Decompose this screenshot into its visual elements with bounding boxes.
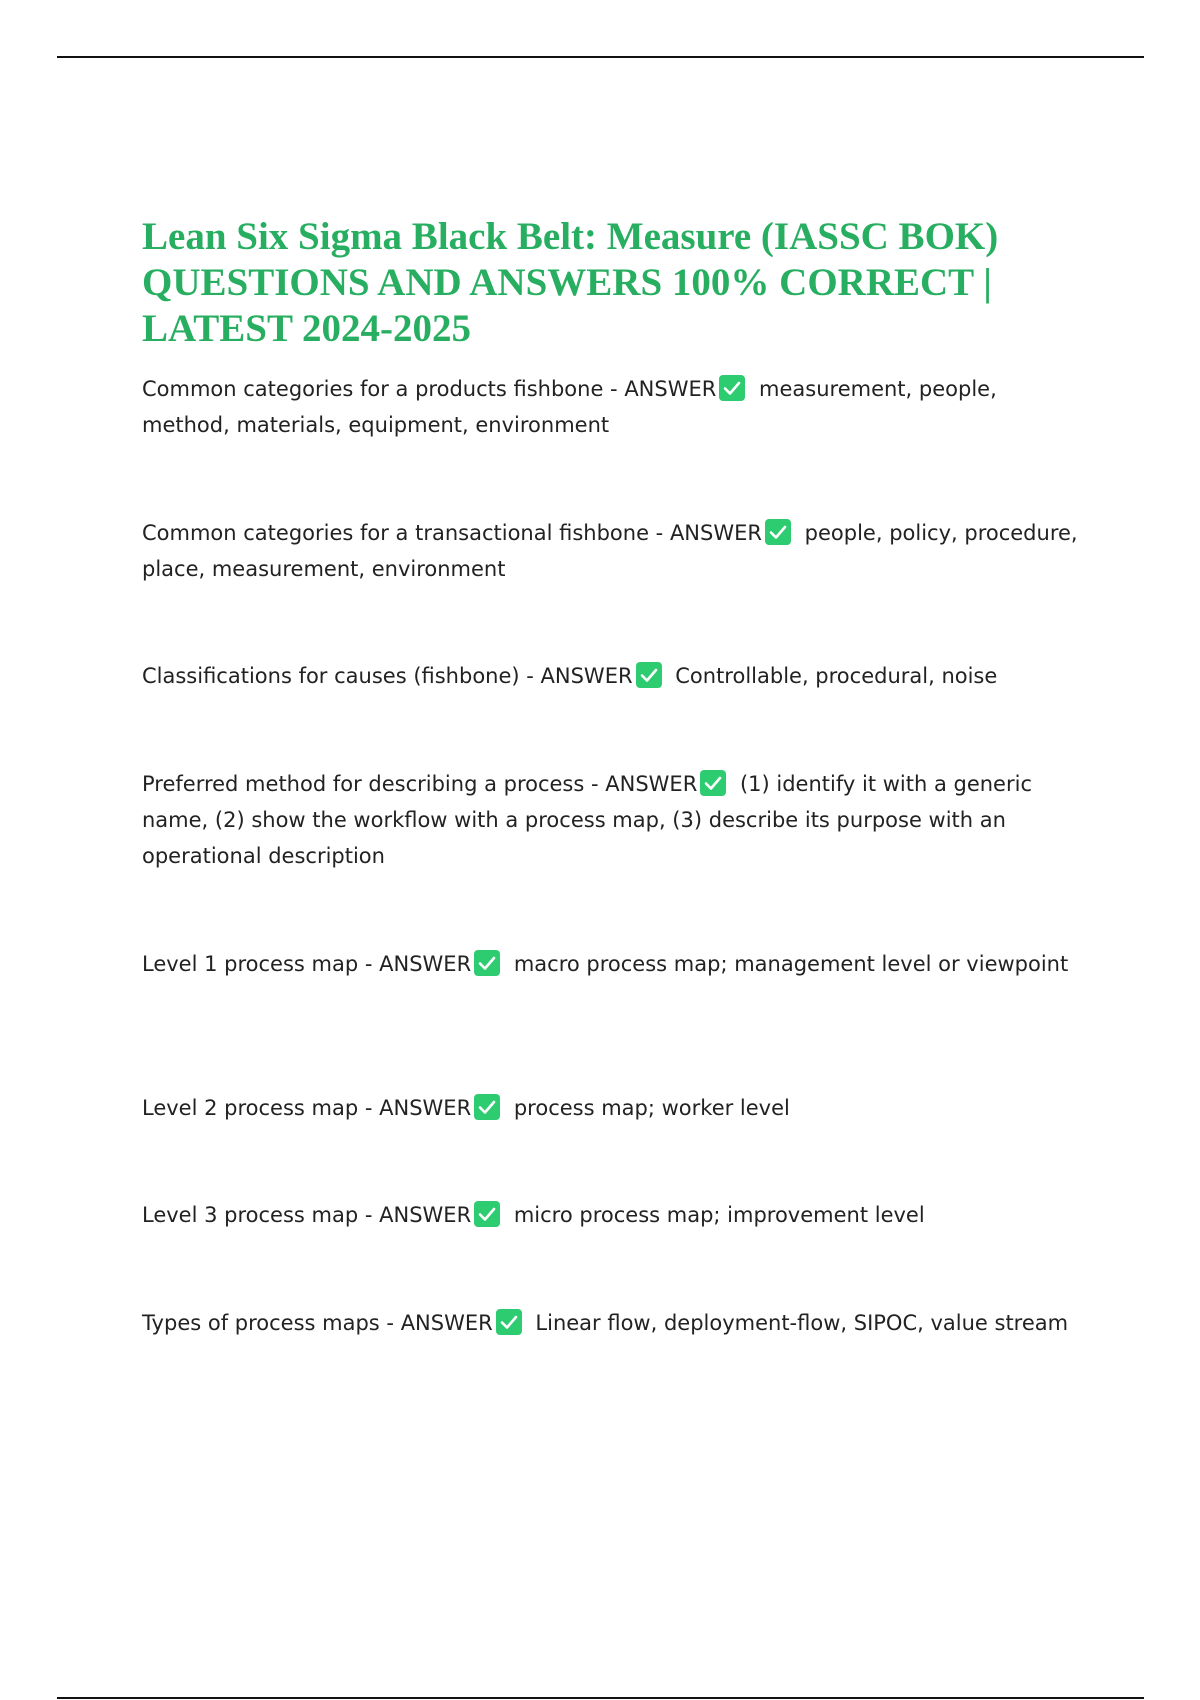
question-text: Types of process maps bbox=[142, 1311, 380, 1335]
qa-item: Preferred method for describing a process - ANSWER (1) identify it with a generic name, (2) show the workflow with a process map, (3) describe its purpose with an operational description bbox=[142, 772, 1032, 868]
question-text: Common categories for a products fishbone bbox=[142, 377, 604, 401]
green-checkmark-icon bbox=[474, 1201, 500, 1227]
green-checkmark-icon bbox=[636, 662, 662, 688]
answer-marker: ANSWER bbox=[379, 952, 472, 976]
question-text: Level 3 process map bbox=[142, 1203, 359, 1227]
qa-item: Level 2 process map - ANSWER process map; worker level bbox=[142, 1096, 790, 1120]
answer-marker: ANSWER bbox=[669, 521, 762, 545]
answer-marker: ANSWER bbox=[624, 377, 717, 401]
answer-text: macro process map; management level or viewpoint bbox=[513, 952, 1069, 976]
green-checkmark-icon bbox=[496, 1309, 522, 1335]
answer-text: people, policy, procedure, place, measurement, environment bbox=[142, 521, 1078, 581]
green-checkmark-icon bbox=[765, 519, 791, 545]
green-checkmark-icon bbox=[700, 770, 726, 796]
question-text: Level 1 process map bbox=[142, 952, 359, 976]
answer-marker: ANSWER bbox=[540, 664, 633, 688]
answer-text: Linear flow, deployment-flow, SIPOC, value stream bbox=[535, 1311, 1069, 1335]
question-text: Preferred method for describing a process bbox=[142, 772, 585, 796]
title-line-2: QUESTIONS AND ANSWERS 100% CORRECT | bbox=[142, 261, 992, 304]
green-checkmark-icon bbox=[474, 1094, 500, 1120]
green-checkmark-icon bbox=[474, 950, 500, 976]
answer-marker: ANSWER bbox=[400, 1311, 493, 1335]
top-rule bbox=[57, 56, 1144, 58]
answer-text: micro process map; improvement level bbox=[513, 1203, 925, 1227]
answer-marker: ANSWER bbox=[379, 1203, 472, 1227]
title-line-3: LATEST 2024-2025 bbox=[142, 307, 472, 350]
answer-text: process map; worker level bbox=[513, 1096, 790, 1120]
qa-item: Common categories for a transactional fishbone - ANSWER people, policy, procedure, place, measurement, environment bbox=[142, 521, 1078, 581]
question-text: Classifications for causes (fishbone) bbox=[142, 664, 520, 688]
answer-marker: ANSWER bbox=[379, 1096, 472, 1120]
question-text: Common categories for a transactional fishbone bbox=[142, 521, 649, 545]
qa-item: Level 3 process map - ANSWER micro process map; improvement level bbox=[142, 1203, 925, 1227]
answer-text: Controllable, procedural, noise bbox=[675, 664, 998, 688]
document-title bbox=[142, 214, 1102, 352]
qa-item: Common categories for a products fishbone - ANSWER measurement, people, method, materials, equipment, environment bbox=[142, 377, 997, 437]
answer-text: measurement, people, method, materials, equipment, environment bbox=[142, 377, 997, 437]
bottom-rule bbox=[57, 1697, 1144, 1699]
answer-marker: ANSWER bbox=[605, 772, 698, 796]
question-text: Level 2 process map bbox=[142, 1096, 359, 1120]
qa-item: Level 1 process map - ANSWER macro process map; management level or viewpoint bbox=[142, 952, 1069, 976]
qa-item: Types of process maps - ANSWER Linear flow, deployment-flow, SIPOC, value stream bbox=[142, 1311, 1069, 1335]
green-checkmark-icon bbox=[719, 375, 745, 401]
title-line-1: Lean Six Sigma Black Belt: Measure (IASSC BOK) bbox=[142, 215, 999, 258]
answer-text: (1) identify it with a generic name, (2) show the workflow with a process map, (3) describe its purpose with an operational description bbox=[142, 772, 1032, 868]
qa-item: Classifications for causes (fishbone) - ANSWER Controllable, procedural, noise bbox=[142, 664, 998, 688]
